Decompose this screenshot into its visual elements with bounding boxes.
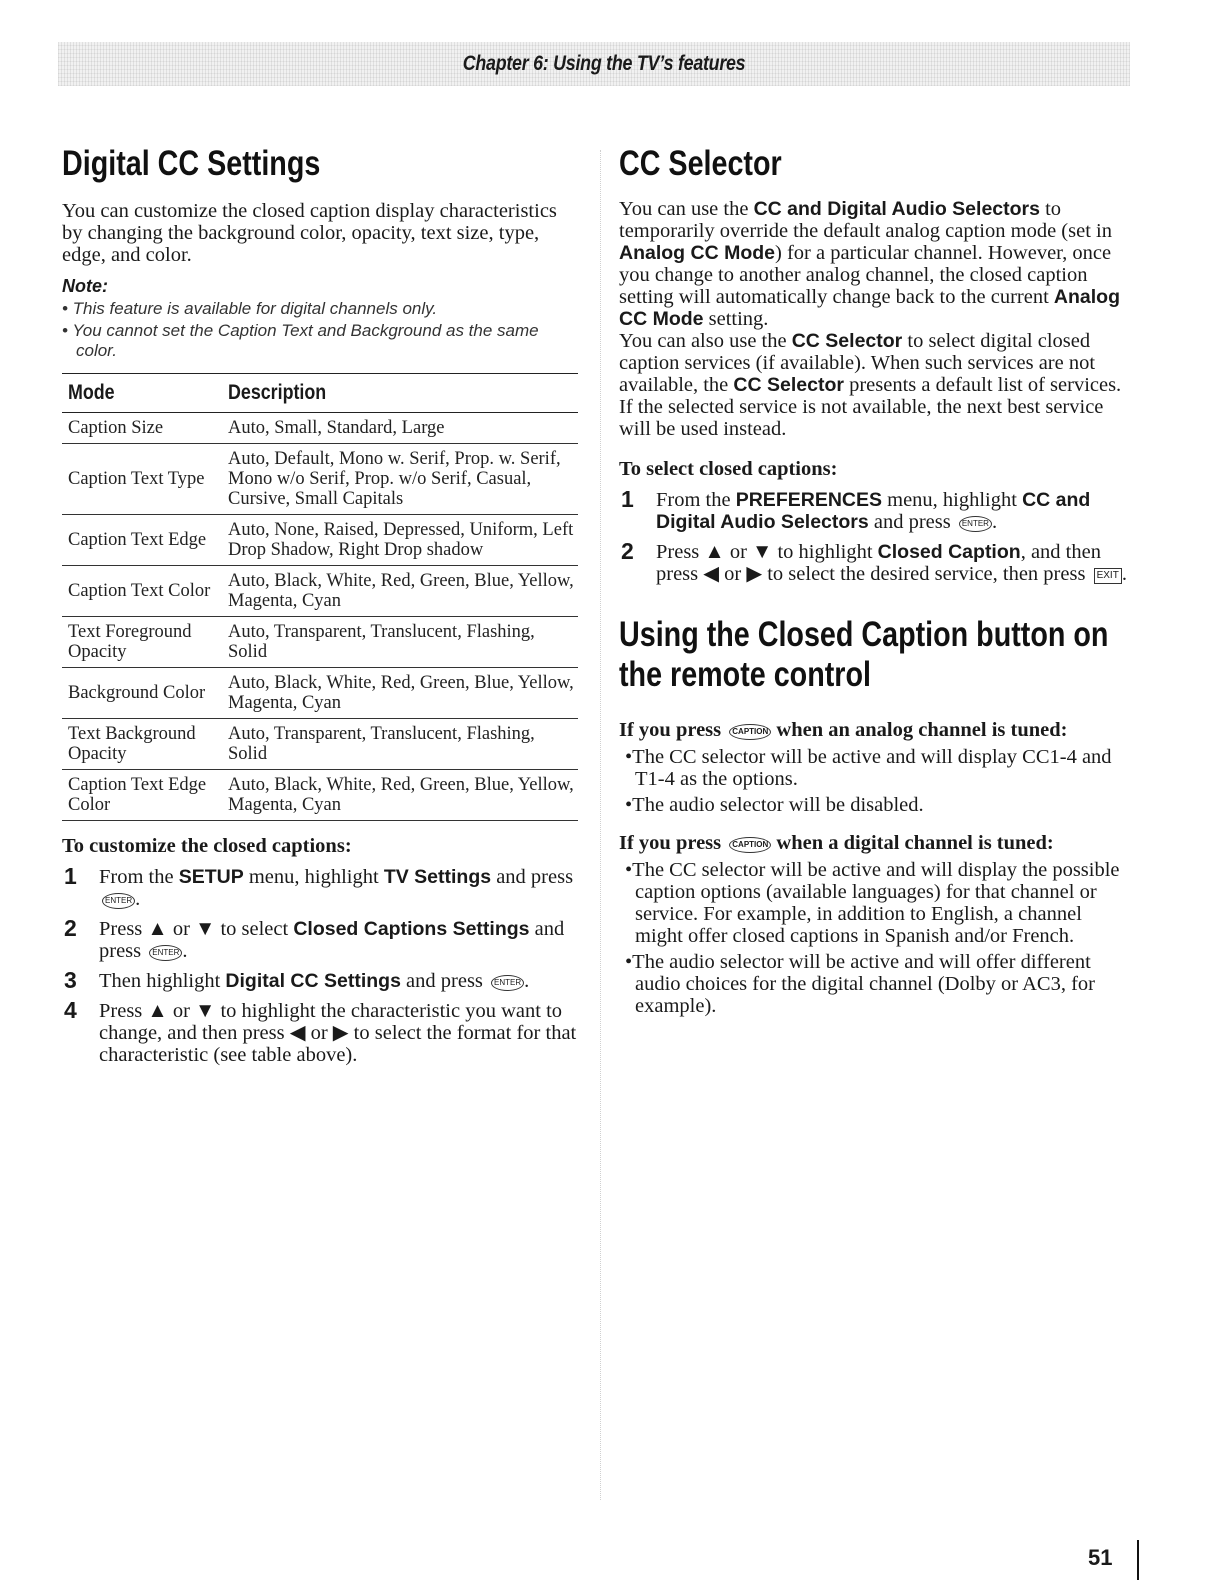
digital-condition: If you press CAPTION when a digital channel is tuned: [619, 832, 1054, 854]
enter-button-icon: ENTER [149, 945, 182, 961]
table-row [62, 770, 578, 821]
table-row [62, 617, 578, 668]
list-item: •The CC selector will be active and will display the possible caption options (available languages) for that channel or service. For example, in addition to English, a channel might offer closed captions in Spanish and/or French. [625, 859, 1120, 947]
enter-button-icon: ENTER [959, 516, 992, 532]
table-row [62, 566, 578, 617]
step-number: 4 [64, 997, 77, 1023]
page-number-rule [1137, 1540, 1139, 1580]
description-cell: Auto, Transparent, Translucent, Flashing, Solid [222, 719, 578, 770]
enter-button-icon: ENTER [491, 975, 524, 991]
cc-selector-paragraph: You can also use the CC Selector to select digital closed caption services (if available). When such services are not available, the CC Selector presents a default list of services. If the selected service is not available, the next best service will be used instead. [619, 330, 1122, 440]
step-number: 2 [621, 538, 634, 564]
column-divider [600, 150, 601, 1500]
description-cell: Auto, Black, White, Red, Green, Blue, Yellow, Magenta, Cyan [222, 566, 578, 617]
cc-selector-heading: CC Selector [619, 144, 782, 183]
enter-button-icon: ENTER [102, 893, 135, 909]
mode-cell: Text Background Opacity [62, 719, 222, 770]
description-cell: Auto, Transparent, Translucent, Flashing, Solid [222, 617, 578, 668]
list-item: •The audio selector will be active and will offer different audio choices for the digital channel (Dolby or AC3, for example). [625, 951, 1095, 1017]
customize-heading: To customize the closed captions: [62, 835, 352, 857]
step-number: 2 [64, 915, 77, 941]
column-header-description: Description [222, 374, 578, 413]
chapter-header-band [58, 42, 1130, 86]
step-item: 1 From the PREFERENCES menu, highlight CC and Digital Audio Selectors and press ENTER . [621, 486, 1091, 533]
table-header-row [62, 374, 578, 413]
digital-cc-intro: You can customize the closed caption display characteristics by changing the background color, opacity, text size, type, edge, and color. [62, 200, 557, 266]
list-item: •The audio selector will be disabled. [625, 794, 924, 816]
table-row [62, 515, 578, 566]
table-row [62, 444, 578, 515]
description-cell: Auto, Small, Standard, Large [222, 413, 578, 444]
note-label: Note: [62, 276, 108, 296]
step-number: 1 [64, 863, 77, 889]
mode-cell: Caption Text Edge [62, 515, 222, 566]
mode-cell: Caption Text Edge Color [62, 770, 222, 821]
list-item: •The CC selector will be active and will display CC1-4 and T1-4 as the options. [625, 746, 1112, 790]
caption-button-icon: CAPTION [729, 837, 771, 853]
page-number: 51 [1088, 1545, 1113, 1570]
select-captions-heading: To select closed captions: [619, 458, 838, 480]
closed-caption-button-heading: Using the Closed Caption button on the remote control [619, 615, 1109, 694]
table-row [62, 668, 578, 719]
step-item: 2 Press ▲ or ▼ to highlight Closed Caption, and then press ◀ or ▶ to select the desired service, then press EXIT . [621, 538, 1127, 585]
cc-selector-paragraph: You can use the CC and Digital Audio Selectors to temporarily override the default analog caption mode (set in Analog CC Mode) for a particular channel. However, once you change to another analog channel, the closed caption setting will automatically change back to the current Analog CC Mode setting. [619, 198, 1120, 330]
right-column [619, 144, 1134, 1017]
digital-cc-settings-heading: Digital CC Settings [62, 144, 321, 183]
mode-cell: Caption Text Color [62, 566, 222, 617]
caption-button-icon: CAPTION [729, 724, 771, 740]
chapter-title: Chapter 6: Using the TV’s features [462, 52, 746, 75]
mode-cell: Background Color [62, 668, 222, 719]
description-cell: Auto, Default, Mono w. Serif, Prop. w. Serif, Mono w/o Serif, Prop. w/o Serif, Casual, Cursive, Small Capitals [222, 444, 578, 515]
mode-cell: Caption Text Type [62, 444, 222, 515]
table-row [62, 719, 578, 770]
step-number: 3 [64, 967, 77, 993]
exit-button-icon: EXIT [1094, 568, 1122, 584]
step-item: 1 From the SETUP menu, highlight TV Settings and press ENTER . [64, 863, 574, 910]
step-item: 4 Press ▲ or ▼ to highlight the characteristic you want to change, and then press ◀ or ▶ to select the format for that characteristic (see table above). [64, 997, 577, 1066]
step-number: 1 [621, 486, 634, 512]
mode-cell: Text Foreground Opacity [62, 617, 222, 668]
description-cell: Auto, Black, White, Red, Green, Blue, Yellow, Magenta, Cyan [222, 770, 578, 821]
description-cell: Auto, None, Raised, Depressed, Uniform, Left Drop Shadow, Right Drop shadow [222, 515, 578, 566]
left-column [62, 144, 582, 1066]
step-item: 3 Then highlight Digital CC Settings and press ENTER . [64, 967, 530, 993]
mode-cell: Caption Size [62, 413, 222, 444]
analog-condition: If you press CAPTION when an analog channel is tuned: [619, 719, 1068, 741]
description-cell: Auto, Black, White, Red, Green, Blue, Yellow, Magenta, Cyan [222, 668, 578, 719]
note-item: • You cannot set the Caption Text and Background as the same color. [62, 321, 539, 360]
table-row [62, 413, 578, 444]
caption-settings-table [62, 373, 578, 821]
column-header-mode: Mode [62, 374, 222, 413]
note-item: • This feature is available for digital channels only. [62, 299, 438, 318]
step-item: 2 Press ▲ or ▼ to select Closed Captions Settings and press ENTER . [64, 915, 565, 962]
